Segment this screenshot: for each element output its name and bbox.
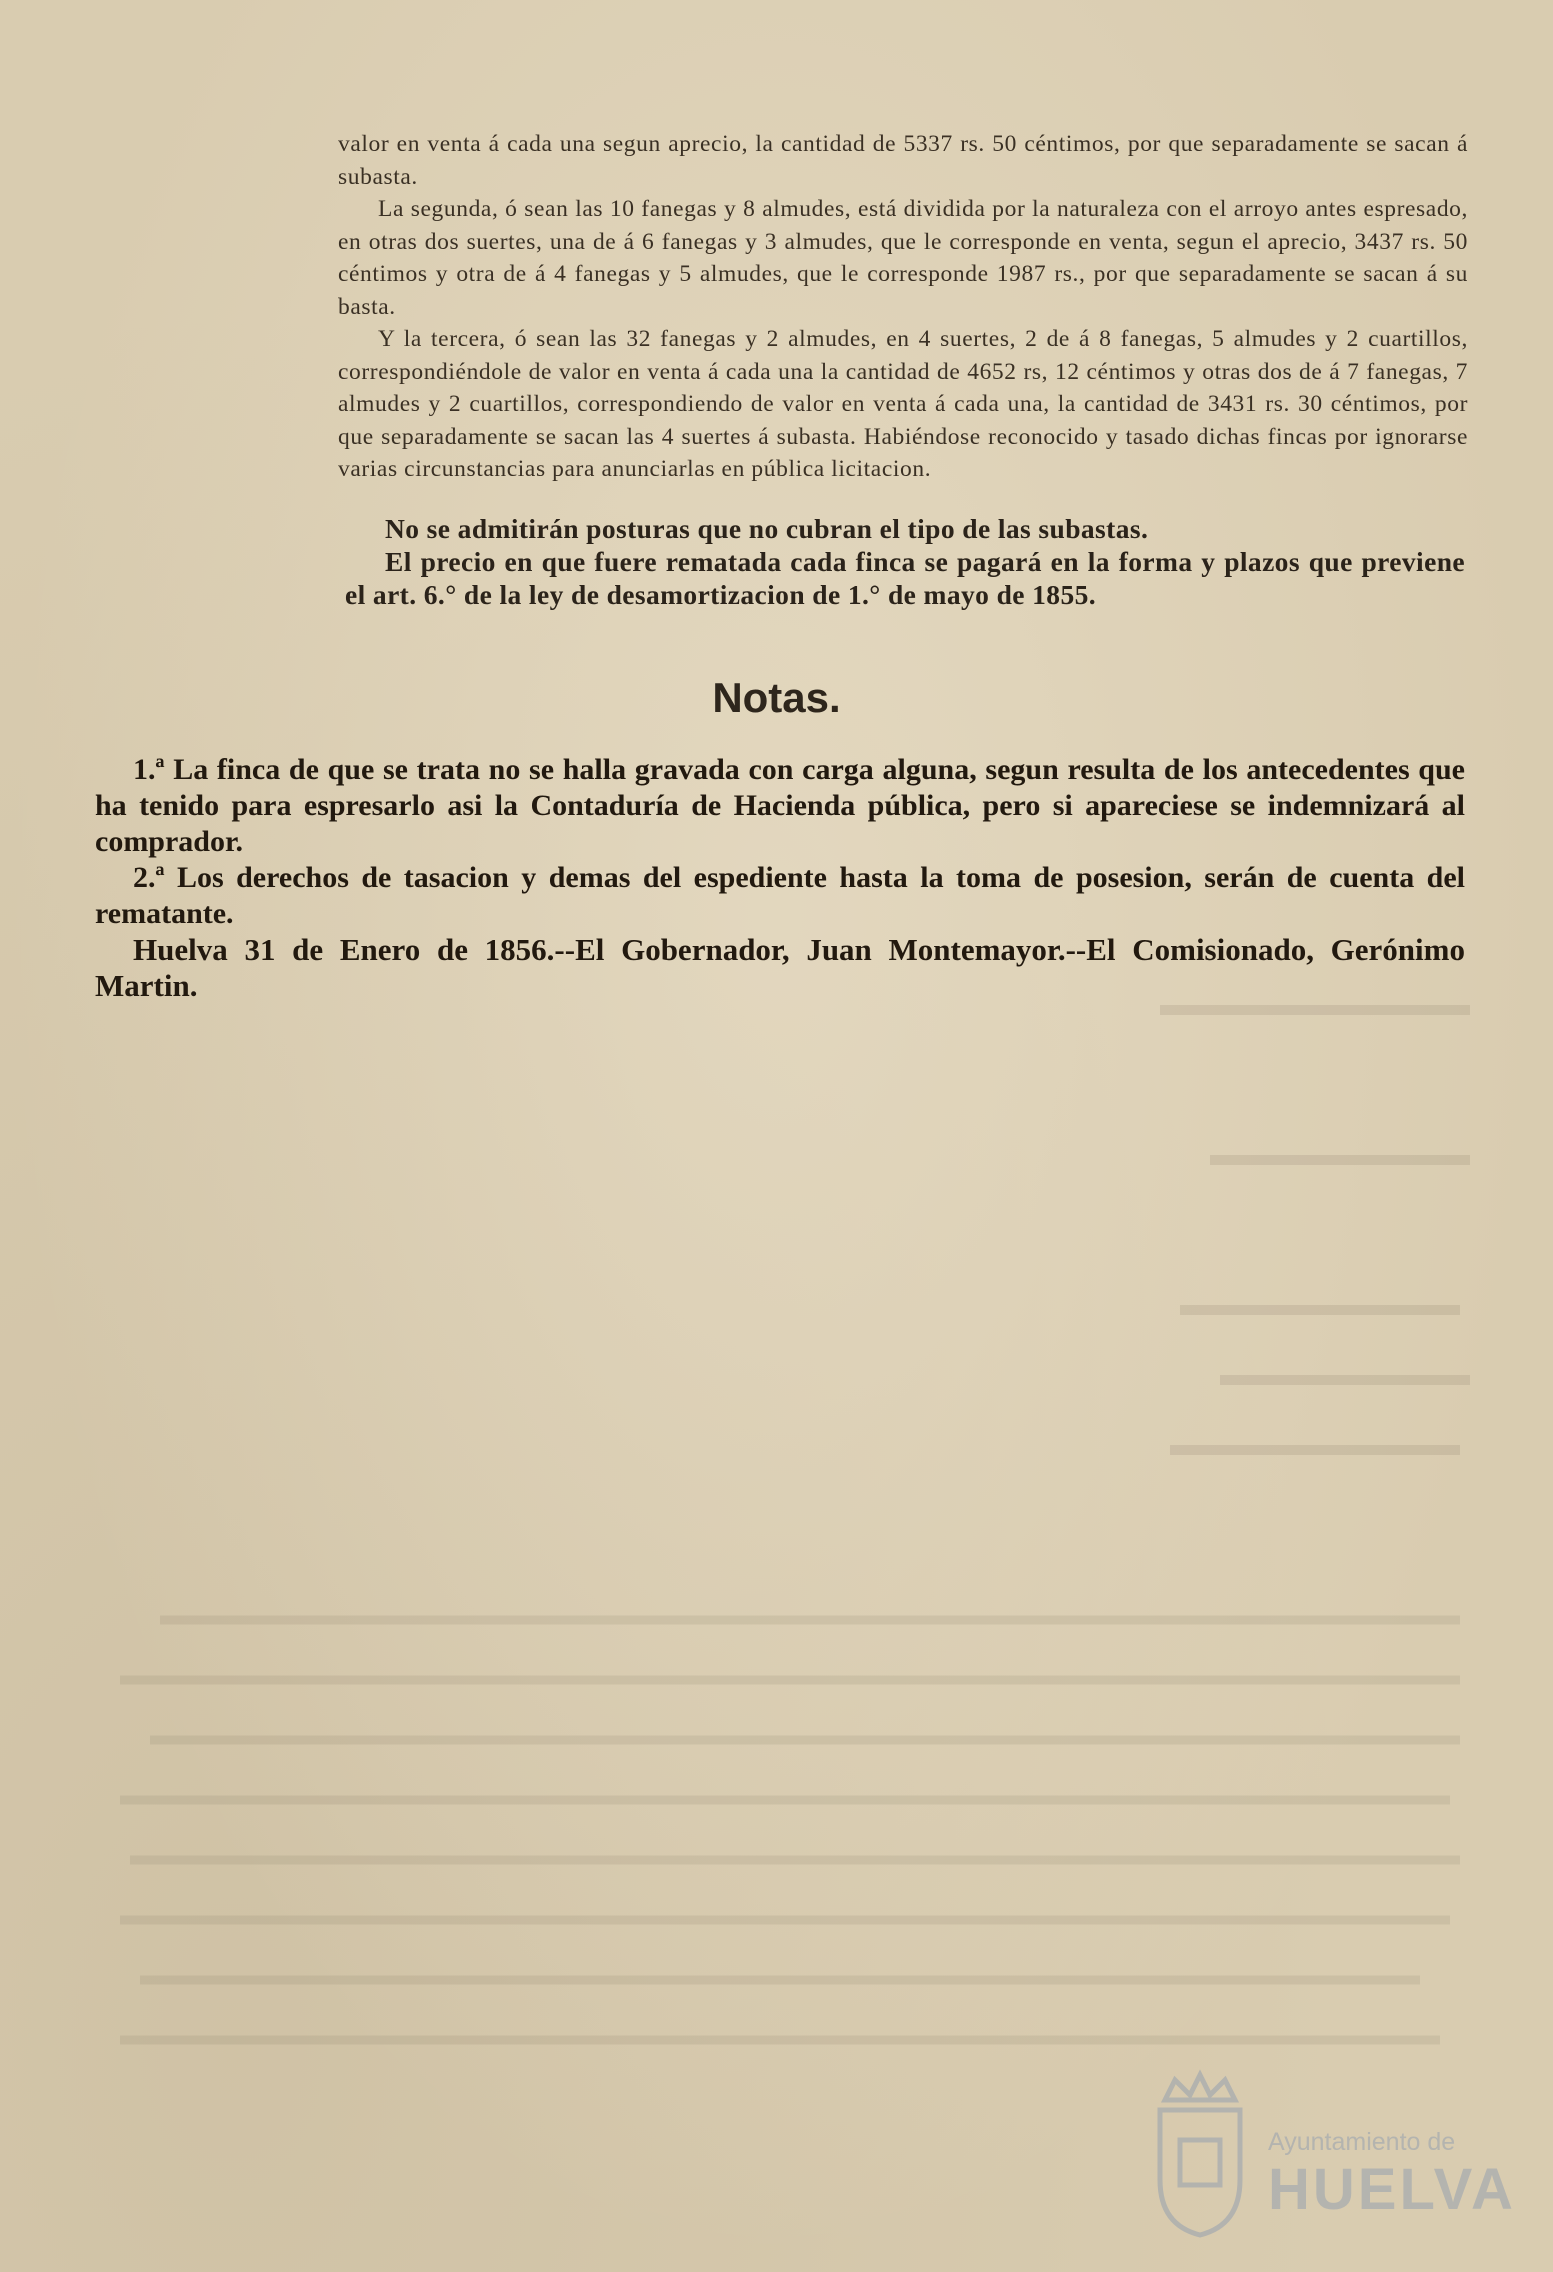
paragraph-posturas: No se admitirán posturas que no cubran el tipo de las subastas. [385,513,1149,544]
paragraph-second-finca: La segunda, ó sean las 10 fanegas y 8 almudes, está dividida por la naturaleza con el arroyo antes espresado, en otras dos suertes, una de á 6 fanegas y 3 almudes, que le corresponde en venta, segun el aprecio, 3437 rs. 50 céntimos y otra de á 4 fanegas y 5 almudes, que le corresponde 1987 rs., por que separadamente se sacan á su basta. [338,196,1468,320]
paragraph-first-finca: valor en venta á cada una segun aprecio, la cantidad de 5337 rs. 50 céntimos, por que separadamente se sacan á subasta. [338,131,1468,190]
watermark-line-1: Ayuntamiento de [1268,2128,1456,2156]
paragraph-third-finca: Y la tercera, ó sean las 32 fanegas y 2 almudes, en 4 suertes, 2 de á 8 fanegas, 5 almudes y 2 cuartillos, correspondiéndole de valor en venta á cada una la cantidad de 4652 rs, 12 céntimos y otras dos de á 7 fanegas, 7 almudes y 2 cuartillos, correspondiendo de valor en venta á cada una, la cantidad de 3431 rs. 30 céntimos, por que separadamente se sacan las 4 suertes á subasta. Habiéndose reconocido y tasado dichas fincas por ignorarse varias circunstancias para anunciarlas en pública licitacion. [338,326,1468,482]
crest-icon [1140,2060,1260,2240]
note-item-1: 1.ª La finca de que se trata no se halla gravada con carga alguna, segun resulta de los antecedentes que ha tenido para espresarlo asi la Contaduría de Hacienda pública, pero si apareciese se indemnizará al comprador. [95,753,1465,858]
bleed-lines-graphic-lower [120,1580,1480,2100]
paragraph-precio: El precio en que fuere rematada cada finca se pagará en la forma y plazos que previene el art. 6.° de la ley de desamortizacion de 1.° de mayo de 1855. [345,546,1465,610]
notes-heading: Notas. [712,674,841,721]
note-item-2: 2.ª Los derechos de tasacion y demas del espediente hasta la toma de posesion, serán de cuenta del rematante. [95,861,1465,930]
conditions-text-block [345,512,1465,611]
description-text-block [338,128,1468,486]
archive-watermark-logo [1140,2060,1516,2260]
bleed-lines-graphic [1150,980,1480,1540]
watermark-line-2: HUELVA [1268,2157,1516,2222]
signature-line: Huelva 31 de Enero de 1856.--El Gobernador, Juan Montemayor.--El Comisionado, Gerónimo Martin. [95,932,1465,1003]
show-through-texture [1150,980,1480,1540]
show-through-texture-lower [120,1580,1480,2100]
notes-text-block [95,752,1465,1004]
